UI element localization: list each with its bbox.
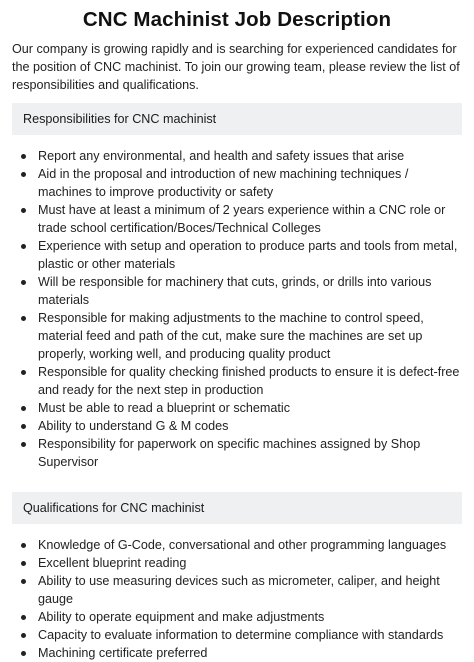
bullet-icon [21, 172, 26, 177]
list-item [12, 435, 462, 471]
bullet-icon [21, 154, 26, 159]
qualifications-heading: Qualifications for CNC machinist [12, 492, 462, 524]
bullet-icon [21, 651, 26, 656]
list-item [12, 608, 462, 626]
bullet-icon [21, 244, 26, 249]
responsibilities-heading: Responsibilities for CNC machinist [12, 103, 462, 135]
list-item-text: Responsible for making adjustments to the machine to control speed, material feed and path of the cut, make sure the machines are set up properly, working well, and producing quality product [38, 311, 424, 361]
list-item-text: Must be able to read a blueprint or schematic [38, 401, 291, 415]
list-item [12, 237, 462, 273]
list-item [12, 644, 462, 662]
list-item [12, 273, 462, 309]
list-item [12, 363, 462, 399]
list-item-text: Must have at least a minimum of 2 years experience within a CNC role or trade school certification/Boces/Technical Colleges [38, 203, 446, 235]
list-item [12, 201, 462, 237]
list-item-text: Capacity to evaluate information to determine compliance with standards [38, 628, 444, 642]
bullet-icon [21, 424, 26, 429]
list-item [12, 147, 462, 165]
bullet-icon [21, 615, 26, 620]
bullet-icon [21, 208, 26, 213]
list-item [12, 399, 462, 417]
bullet-icon [21, 316, 26, 321]
list-item-text: Responsibility for paperwork on specific machines assigned by Shop Supervisor [38, 437, 421, 469]
bullet-icon [21, 370, 26, 375]
responsibilities-list [12, 147, 462, 471]
bullet-icon [21, 561, 26, 566]
list-item-text: Ability to use measuring devices such as micrometer, caliper, and height gauge [38, 574, 440, 606]
list-item-text: Machining certificate preferred [38, 646, 208, 660]
list-item [12, 417, 462, 435]
list-item-text: Excellent blueprint reading [38, 556, 187, 570]
bullet-icon [21, 543, 26, 548]
bullet-icon [21, 406, 26, 411]
bullet-icon [21, 579, 26, 584]
list-item [12, 626, 462, 644]
list-item-text: Ability to understand G & M codes [38, 419, 229, 433]
list-item-text: Experience with setup and operation to produce parts and tools from metal, plastic or other materials [38, 239, 458, 271]
bullet-icon [21, 280, 26, 285]
list-item [12, 309, 462, 363]
list-item [12, 536, 462, 554]
list-item-text: Responsible for quality checking finished products to ensure it is defect-free and ready for the next step in production [38, 365, 460, 397]
bullet-icon [21, 633, 26, 638]
list-item-text: Ability to operate equipment and make adjustments [38, 610, 325, 624]
bullet-icon [21, 442, 26, 447]
list-item [12, 554, 462, 572]
list-item-text: Will be responsible for machinery that cuts, grinds, or drills into various materials [38, 275, 432, 307]
list-item-text: Knowledge of G-Code, conversational and other programming languages [38, 538, 447, 552]
list-item [12, 165, 462, 201]
list-item-text: Report any environmental, and health and safety issues that arise [38, 149, 405, 163]
page-title: CNC Machinist Job Description [82, 8, 392, 31]
list-item [12, 572, 462, 608]
document-page [12, 0, 462, 662]
qualifications-list [12, 536, 462, 662]
intro-paragraph: Our company is growing rapidly and is searching for experienced candidates for the position of CNC machinist. To join our growing team, please review the list of responsibilities and qualifications. [12, 42, 460, 92]
list-item-text: Aid in the proposal and introduction of new machining techniques / machines to improve productivity or safety [38, 167, 409, 199]
